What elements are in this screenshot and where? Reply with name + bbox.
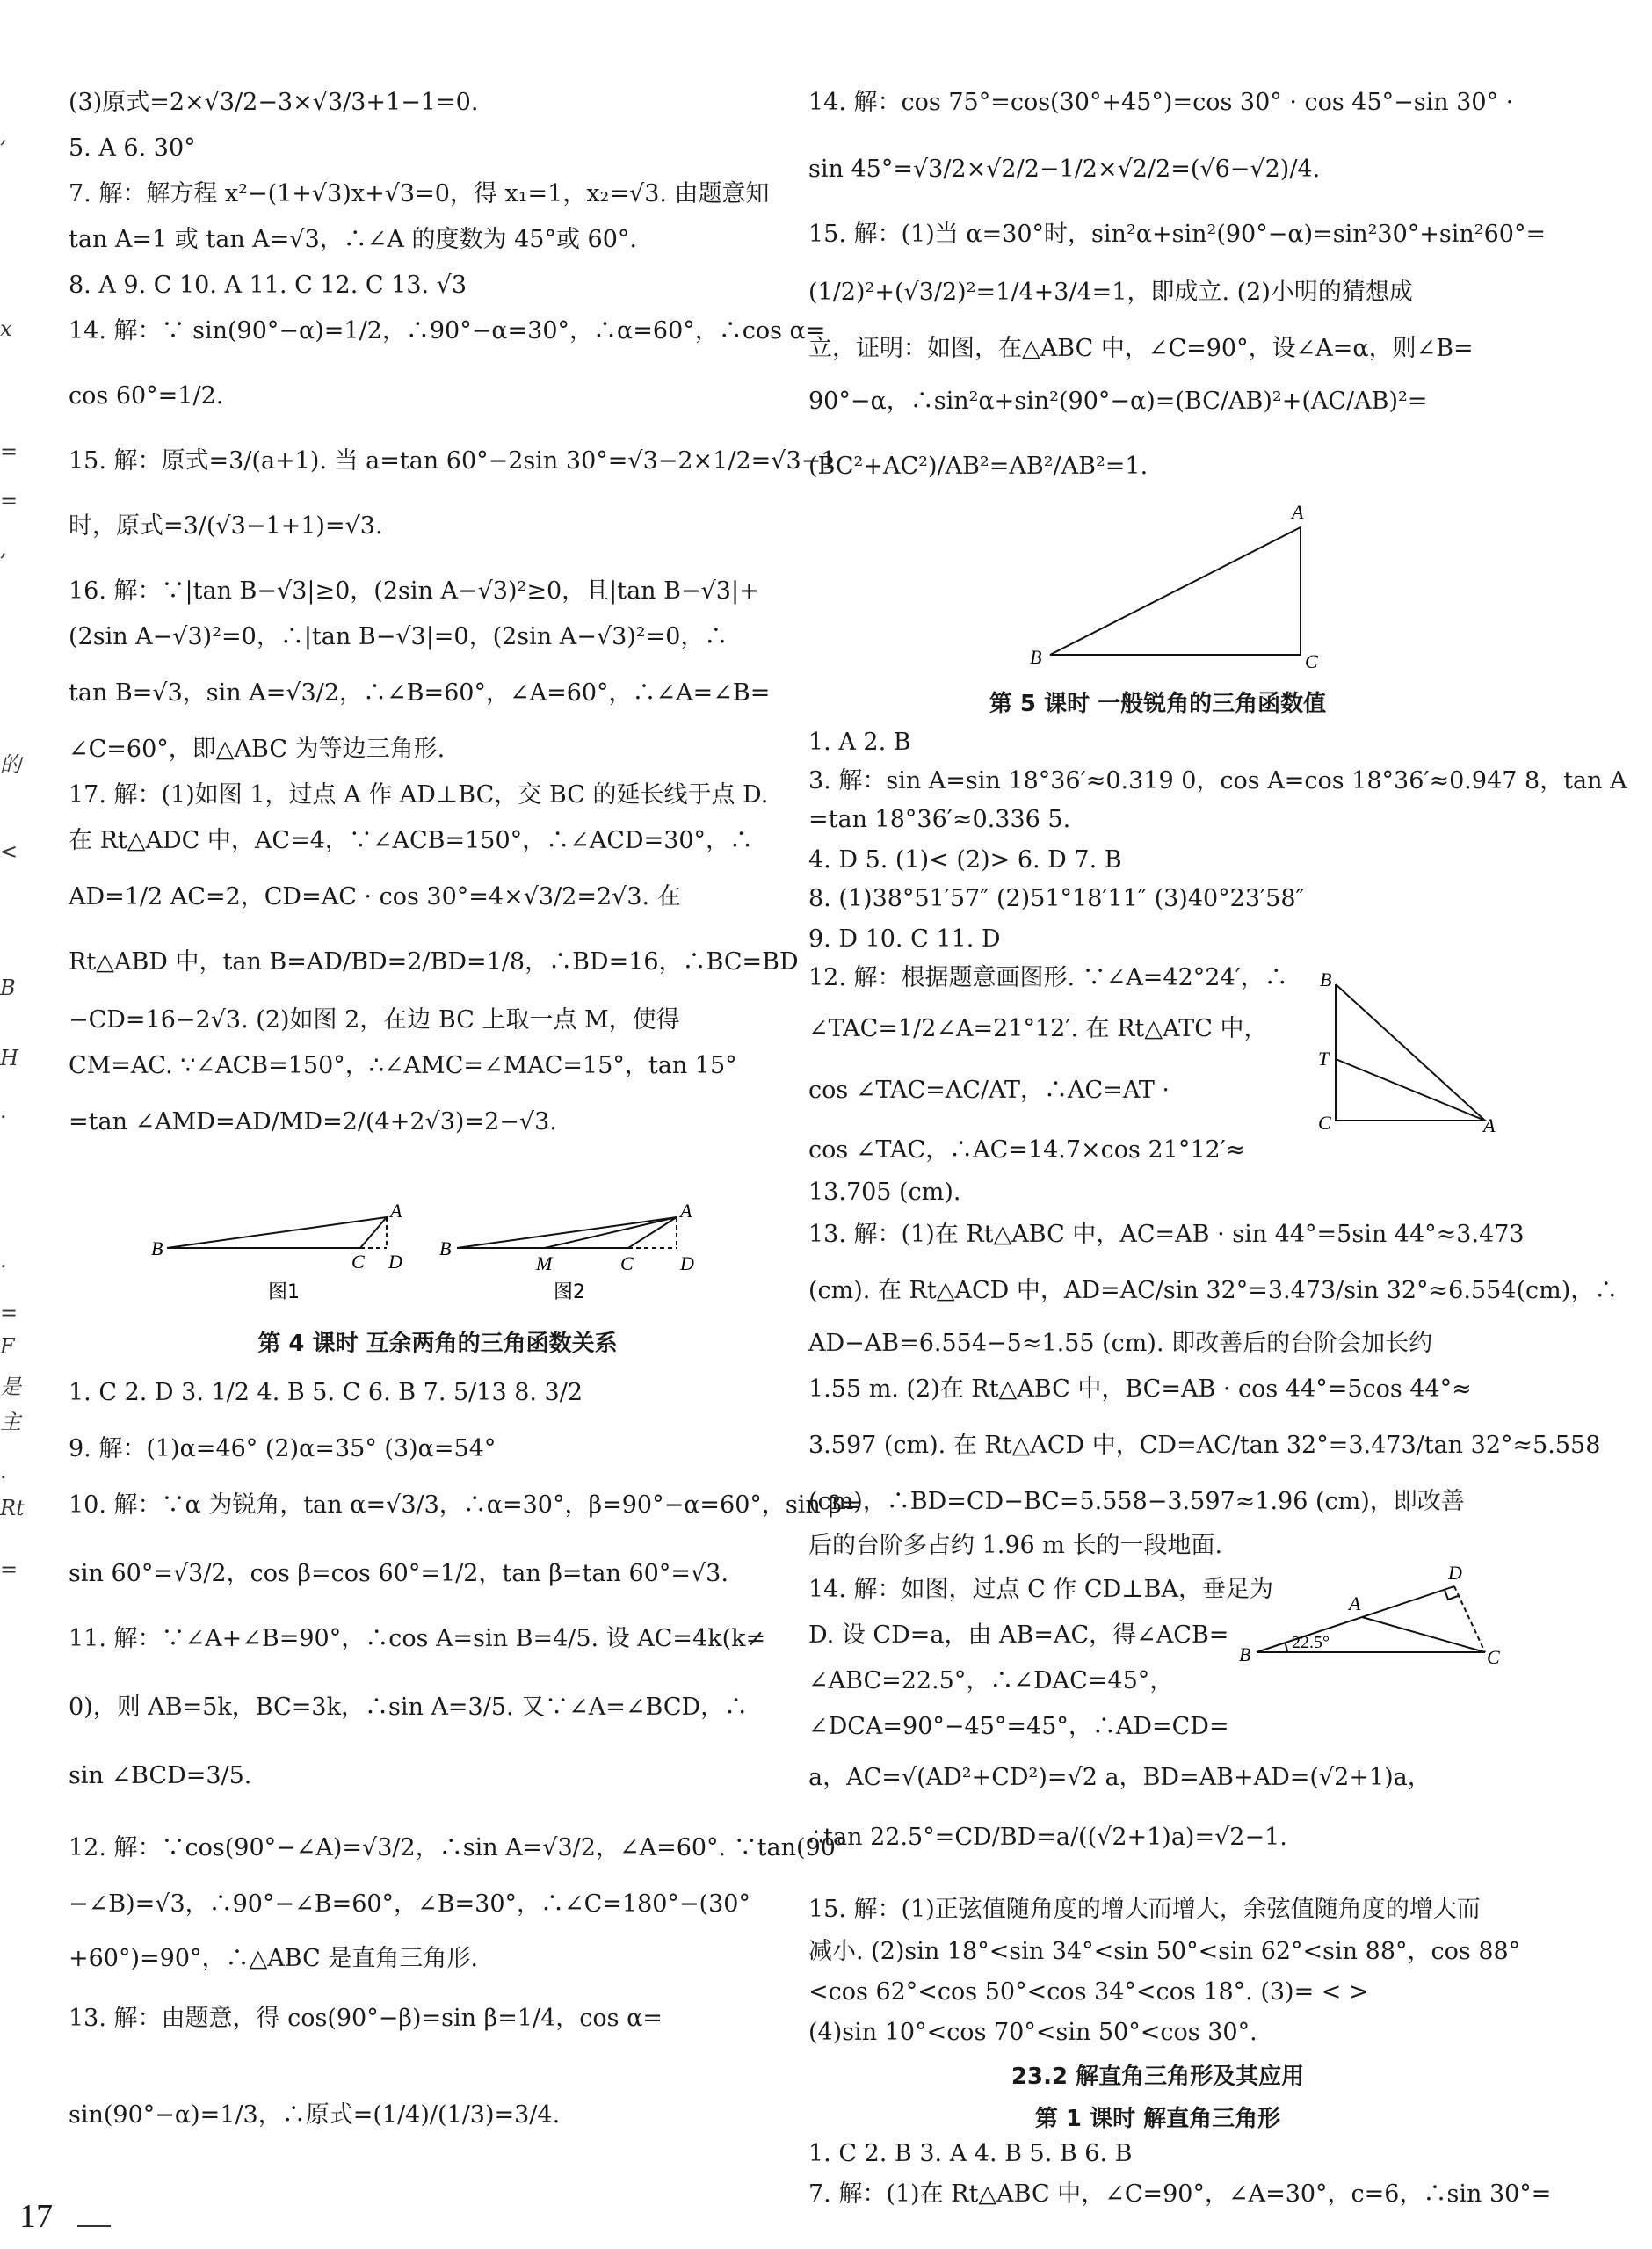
- left-line: 14. 解：∵ sin(90°−α)=1/2，∴90°−α=30°，∴α=60°，∴cos α=: [69, 317, 826, 345]
- right-line: 4. D 5. (1)< (2)> 6. D 7. B: [808, 846, 1122, 874]
- edge-mark: H: [0, 1046, 18, 1070]
- right-line: (cm)，∴BD=CD−BC=5.558−3.597≈1.96 (cm)，即改善: [808, 1488, 1465, 1515]
- left-line: CM=AC. ∵∠ACB=150°，∴∠AMC=∠MAC=15°，tan 15°: [69, 1052, 737, 1079]
- left-line: AD=1/2 AC=2，CD=AC · cos 30°=4×√3/2=2√3. 在: [69, 883, 681, 910]
- right-line: 1. A 2. B: [808, 729, 911, 756]
- edge-mark: x: [0, 316, 12, 341]
- left-line: 13. 解：由题意，得 cos(90°−β)=sin β=1/4，cos α=: [69, 2005, 663, 2032]
- right-line: 13. 解：(1)在 Rt△ABC 中，AC=AB · sin 44°=5sin 44°≈3.473: [808, 1221, 1525, 1248]
- tri14-label-D: D: [1448, 1562, 1462, 1584]
- fig2-label-B: B: [439, 1237, 452, 1259]
- left-line: tan B=√3，sin A=√3/2，∴∠B=60°，∠A=60°，∴∠A=∠B=: [69, 679, 771, 707]
- triangle-12: [1309, 967, 1503, 1143]
- fig1-label-B: B: [151, 1237, 163, 1259]
- tri12-label-C: C: [1318, 1112, 1331, 1134]
- right-line: cos ∠TAC=AC/AT，∴AC=AT ·: [808, 1077, 1170, 1104]
- right-line: 15. 解：(1)当 α=30°时，sin²α+sin²(90°−α)=sin²30°+sin²60°=: [808, 221, 1547, 248]
- edge-mark: 是: [0, 1375, 21, 1399]
- tri14-label-B: B: [1239, 1643, 1251, 1665]
- left-line: 8. A 9. C 10. A 11. C 12. C 13. √3: [69, 272, 467, 299]
- left-line: 1. C 2. D 3. 1/2 4. B 5. C 6. B 7. 5/13 8. 3/2: [69, 1379, 583, 1406]
- left-line: ∠C=60°，即△ABC 为等边三角形.: [69, 736, 446, 763]
- section-heading: 第 4 课时 互余两角的三角函数关系: [257, 1331, 618, 1357]
- fig1-label-A: A: [390, 1200, 402, 1222]
- left-line: 15. 解：原式=3/(a+1). 当 a=tan 60°−2sin 30°=√3−2×1/2=√3−1: [69, 447, 837, 475]
- fig1-label-D: D: [388, 1251, 402, 1273]
- edge-mark: =: [0, 489, 18, 513]
- left-line: 时，原式=3/(√3−1+1)=√3.: [69, 512, 383, 540]
- edge-mark: 主: [0, 1410, 21, 1434]
- right-line: 后的台阶多占约 1.96 m 长的一段地面.: [808, 1532, 1223, 1559]
- right-line: =tan 18°36′≈0.336 5.: [808, 806, 1071, 833]
- tri14-label-C: C: [1487, 1646, 1500, 1668]
- edge-mark: F: [0, 1334, 15, 1359]
- edge-mark: .: [0, 1099, 7, 1123]
- edge-mark: Rt: [0, 1496, 25, 1520]
- figure-1-2: [149, 1200, 712, 1305]
- left-line: tan A=1 或 tan A=√3，∴∠A 的度数为 45°或 60°.: [69, 226, 637, 253]
- section-heading: 23.2 解直角三角形及其应用: [1011, 2064, 1305, 2090]
- fig2-label-D: D: [680, 1252, 694, 1274]
- right-line: <cos 62°<cos 50°<cos 34°<cos 18°. (3)= < >: [808, 1978, 1369, 2006]
- edge-mark: <: [0, 839, 18, 864]
- page-number: 17: [19, 2198, 53, 2235]
- right-line: (4)sin 10°<cos 70°<sin 50°<cos 30°.: [808, 2019, 1257, 2046]
- left-line: sin(90°−α)=1/3，∴原式=(1/4)/(1/3)=3/4.: [69, 2101, 561, 2129]
- fig2-label-C: C: [620, 1252, 634, 1274]
- edge-mark: B: [0, 976, 16, 1000]
- left-line: +60°)=90°，∴△ABC 是直角三角形.: [69, 1945, 478, 1972]
- tri15-label-B: B: [1030, 646, 1042, 668]
- fig2-label-M: M: [536, 1252, 553, 1274]
- right-line: a，AC=√(AD²+CD²)=√2 a，BD=AB+AD=(√2+1)a，: [808, 1764, 1431, 1791]
- left-line: Rt△ABD 中，tan B=AD/BD=2/BD=1/8，∴BD=16，∴BC=BD: [69, 948, 799, 976]
- right-line: ∴tan 22.5°=CD/BD=a/((√2+1)a)=√2−1.: [808, 1824, 1287, 1851]
- right-line: ∠TAC=1/2∠A=21°12′. 在 Rt△ATC 中，: [808, 1015, 1268, 1042]
- right-line: 12. 解：根据题意画图形. ∵∠A=42°24′，∴: [808, 964, 1288, 991]
- fig1-caption: 图1: [268, 1281, 300, 1303]
- edge-mark: 的: [0, 752, 21, 777]
- right-line: AD−AB=6.554−5≈1.55 (cm). 即改善后的台阶会加长约: [808, 1330, 1433, 1357]
- edge-mark: ,: [0, 536, 7, 561]
- right-line: 14. 解：如图，过点 C 作 CD⊥BA，垂足为: [808, 1576, 1273, 1603]
- right-line: 13.705 (cm).: [808, 1179, 961, 1206]
- left-line: 9. 解：(1)α=46° (2)α=35° (3)α=54°: [69, 1435, 496, 1462]
- left-line: 17. 解：(1)如图 1，过点 A 作 AD⊥BC，交 BC 的延长线于点 D.: [69, 781, 769, 809]
- tri14-label-A: A: [1349, 1592, 1361, 1614]
- right-line: 14. 解：cos 75°=cos(30°+45°)=cos 30° · cos 45°−sin 30° ·: [808, 89, 1514, 116]
- fig2-label-A: A: [680, 1200, 692, 1222]
- right-line: 15. 解：(1)正弦值随角度的增大而增大，余弦值随角度的增大而: [808, 1896, 1481, 1923]
- left-line: 12. 解：∵cos(90°−∠A)=√3/2，∴sin A=√3/2，∠A=60°. ∵tan(90°: [69, 1834, 848, 1861]
- edge-mark: =: [0, 1301, 18, 1325]
- edge-mark: .: [0, 1459, 7, 1484]
- page-number-dash: [77, 2225, 111, 2227]
- right-line: (cm). 在 Rt△ACD 中，AD=AC/sin 32°=3.473/sin 32°≈6.554(cm)，∴: [808, 1277, 1619, 1304]
- left-line: cos 60°=1/2.: [69, 382, 224, 410]
- left-line: =tan ∠AMD=AD/MD=2/(4+2√3)=2−√3.: [69, 1108, 557, 1135]
- triangle-14: [1239, 1551, 1503, 1674]
- edge-mark: =: [0, 1557, 18, 1582]
- triangle-15: [1028, 497, 1327, 677]
- right-line: 减小. (2)sin 18°<sin 34°<sin 50°<sin 62°<sin 88°，cos 88°: [808, 1938, 1521, 1965]
- right-line: D. 设 CD=a，由 AB=AC，得∠ACB=: [808, 1621, 1229, 1649]
- right-line: 7. 解：(1)在 Rt△ABC 中，∠C=90°，∠A=30°，c=6，∴sin 30°=: [808, 2180, 1552, 2208]
- left-line: 5. A 6. 30°: [69, 134, 196, 162]
- edge-mark: =: [0, 439, 18, 464]
- left-line: 11. 解：∵∠A+∠B=90°，∴cos A=sin B=4/5. 设 AC=4k(k≠: [69, 1625, 766, 1652]
- edge-mark: ,: [0, 123, 7, 148]
- tri12-label-T: T: [1318, 1048, 1330, 1070]
- left-line: (2sin A−√3)²=0，∴|tan B−√3|=0，(2sin A−√3)²=0，∴: [69, 623, 728, 650]
- right-line: 1. C 2. B 3. A 4. B 5. B 6. B: [808, 2140, 1133, 2167]
- left-line: −CD=16−2√3. (2)如图 2，在边 BC 上取一点 M，使得: [69, 1006, 680, 1034]
- right-line: 立，证明：如图，在△ABC 中，∠C=90°，设∠A=α，则∠B=: [808, 335, 1474, 362]
- left-line: −∠B)=√3，∴90°−∠B=60°，∠B=30°，∴∠C=180°−(30°: [69, 1890, 750, 1918]
- section-heading: 第 5 课时 一般锐角的三角函数值: [989, 691, 1327, 717]
- left-line: 10. 解：∵α 为锐角，tan α=√3/3，∴α=30°，β=90°−α=60°，sin β=: [69, 1491, 862, 1519]
- tri14-angle: 22.5°: [1292, 1633, 1330, 1652]
- left-line: 0)，则 AB=5k，BC=3k，∴sin A=3/5. 又∵∠A=∠BCD，∴: [69, 1694, 749, 1721]
- right-line: 1.55 m. (2)在 Rt△ABC 中，BC=AB · cos 44°=5cos 44°≈: [808, 1375, 1472, 1403]
- right-line: sin 45°=√3/2×√2/2−1/2×√2/2=(√6−√2)/4.: [808, 156, 1321, 183]
- left-line: sin ∠BCD=3/5.: [69, 1762, 252, 1789]
- right-line: 3.597 (cm). 在 Rt△ACD 中，CD=AC/tan 32°=3.473/tan 32°≈5.558: [808, 1432, 1601, 1459]
- right-line: cos ∠TAC，∴AC=14.7×cos 21°12′≈: [808, 1136, 1246, 1164]
- right-line: (BC²+AC²)/AB²=AB²/AB²=1.: [808, 453, 1148, 480]
- left-line: 7. 解：解方程 x²−(1+√3)x+√3=0，得 x₁=1，x₂=√3. 由题意知: [69, 180, 770, 207]
- right-line: (1/2)²+(√3/2)²=1/4+3/4=1，即成立. (2)小明的猜想成: [808, 279, 1413, 306]
- left-line: 在 Rt△ADC 中，AC=4，∵∠ACB=150°，∴∠ACD=30°，∴: [69, 827, 754, 854]
- right-line: 90°−α，∴sin²α+sin²(90°−α)=(BC/AB)²+(AC/AB)²=: [808, 388, 1428, 415]
- tri15-label-A: A: [1292, 501, 1304, 523]
- edge-mark: .: [0, 1248, 7, 1273]
- right-line: 3. 解：sin A=sin 18°36′≈0.319 0，cos A=cos 18°36′≈0.947 8，tan A: [808, 767, 1627, 794]
- fig2-caption: 图2: [554, 1281, 585, 1303]
- right-line: 9. D 10. C 11. D: [808, 925, 1001, 953]
- tri12-label-B: B: [1320, 969, 1332, 990]
- tri12-label-A: A: [1483, 1114, 1496, 1136]
- right-line: 8. (1)38°51′57″ (2)51°18′11″ (3)40°23′58″: [808, 885, 1305, 912]
- right-line: ∠DCA=90°−45°=45°，∴AD=CD=: [808, 1713, 1229, 1740]
- fig1-label-C: C: [351, 1251, 365, 1273]
- left-line: (3)原式=2×√3/2−3×√3/3+1−1=0.: [69, 89, 479, 116]
- left-line: sin 60°=√3/2，cos β=cos 60°=1/2，tan β=tan 60°=√3.: [69, 1560, 728, 1587]
- tri15-label-C: C: [1305, 650, 1318, 672]
- section-heading: 第 1 课时 解直角三角形: [1034, 2106, 1281, 2132]
- right-line: ∠ABC=22.5°，∴∠DAC=45°，: [808, 1667, 1174, 1694]
- left-line: 16. 解：∵|tan B−√3|≥0，(2sin A−√3)²≥0，且|tan B−√3|+: [69, 577, 759, 605]
